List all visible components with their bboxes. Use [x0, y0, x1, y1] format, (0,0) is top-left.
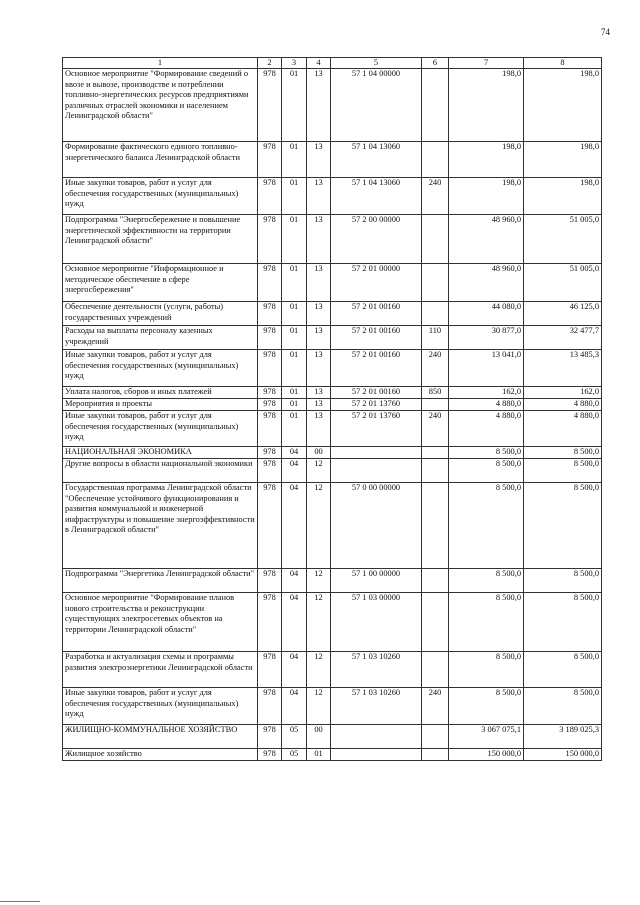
- column-header: 1: [63, 58, 258, 69]
- expense-type-code: [422, 749, 449, 761]
- amount-year2: 8 500,0: [524, 447, 602, 459]
- row-name: Иные закупки товаров, работ и услуг для обеспечения государственных (муниципальных) нужд: [63, 411, 258, 447]
- row-name: Государственная программа Ленинградской области "Обеспечение устойчивого функционирования и развития коммунальной и инженерной инфраструктуры и повышение энергоэффективности в Ленинградской области": [63, 483, 258, 569]
- amount-year1: 3 067 075,1: [449, 725, 524, 749]
- section-code: 01: [282, 178, 307, 215]
- target-article-code: [331, 749, 422, 761]
- subsection-code: 00: [307, 447, 331, 459]
- table-row: [63, 411, 602, 447]
- admin-code: 978: [258, 178, 282, 215]
- table-row: [63, 215, 602, 264]
- row-name: Иные закупки товаров, работ и услуг для обеспечения государственных (муниципальных) нужд: [63, 688, 258, 725]
- column-number-row: [63, 58, 602, 69]
- page-number: 74: [601, 27, 610, 37]
- section-code: 01: [282, 142, 307, 178]
- row-name: НАЦИОНАЛЬНАЯ ЭКОНОМИКА: [63, 447, 258, 459]
- admin-code: 978: [258, 350, 282, 387]
- amount-year1: 150 000,0: [449, 749, 524, 761]
- expense-type-code: [422, 652, 449, 688]
- amount-year1: 8 500,0: [449, 459, 524, 483]
- admin-code: 978: [258, 142, 282, 178]
- amount-year2: 8 500,0: [524, 483, 602, 569]
- row-name: Иные закупки товаров, работ и услуг для обеспечения государственных (муниципальных) нужд: [63, 178, 258, 215]
- target-article-code: 57 1 03 10260: [331, 652, 422, 688]
- amount-year2: 162,0: [524, 387, 602, 399]
- row-name: Основное мероприятие "Формирование планов нового строительства и реконструкции существующих электросетевых объектов на территории Ленинградской области": [63, 593, 258, 652]
- target-article-code: 57 0 00 00000: [331, 483, 422, 569]
- row-name: Иные закупки товаров, работ и услуг для обеспечения государственных (муниципальных) нужд: [63, 350, 258, 387]
- subsection-code: 13: [307, 69, 331, 142]
- table-row: [63, 264, 602, 302]
- row-name: Другие вопросы в области национальной экономики: [63, 459, 258, 483]
- row-name: Формирование фактического единого топливно-энергетического баланса Ленинградской области: [63, 142, 258, 178]
- expense-type-code: [422, 593, 449, 652]
- subsection-code: 13: [307, 399, 331, 411]
- expense-type-code: [422, 69, 449, 142]
- section-code: 01: [282, 326, 307, 350]
- section-code: 01: [282, 302, 307, 326]
- admin-code: 978: [258, 483, 282, 569]
- column-header: 2: [258, 58, 282, 69]
- amount-year1: 8 500,0: [449, 593, 524, 652]
- budget-table: [62, 57, 602, 761]
- amount-year1: 8 500,0: [449, 447, 524, 459]
- section-code: 04: [282, 593, 307, 652]
- table-row: [63, 326, 602, 350]
- target-article-code: 57 2 01 00160: [331, 387, 422, 399]
- column-header: 5: [331, 58, 422, 69]
- table-row: [63, 399, 602, 411]
- expense-type-code: [422, 264, 449, 302]
- section-code: 04: [282, 447, 307, 459]
- row-name: Основное мероприятие "Информационное и методическое обеспечение в сфере энергосбережения": [63, 264, 258, 302]
- amount-year1: 198,0: [449, 142, 524, 178]
- subsection-code: 12: [307, 459, 331, 483]
- subsection-code: 13: [307, 142, 331, 178]
- table-row: [63, 725, 602, 749]
- subsection-code: 13: [307, 215, 331, 264]
- row-name: Мероприятия и проекты: [63, 399, 258, 411]
- target-article-code: 57 2 01 00160: [331, 350, 422, 387]
- table-row: [63, 749, 602, 761]
- subsection-code: 13: [307, 411, 331, 447]
- target-article-code: 57 2 01 00160: [331, 302, 422, 326]
- admin-code: 978: [258, 447, 282, 459]
- section-code: 01: [282, 350, 307, 387]
- amount-year2: 32 477,7: [524, 326, 602, 350]
- amount-year2: 51 005,0: [524, 215, 602, 264]
- subsection-code: 13: [307, 350, 331, 387]
- scan-edge-divider: [0, 901, 40, 902]
- expense-type-code: [422, 725, 449, 749]
- section-code: 01: [282, 69, 307, 142]
- row-name: Расходы на выплаты персоналу казенных учреждений: [63, 326, 258, 350]
- amount-year2: 150 000,0: [524, 749, 602, 761]
- table-row: [63, 593, 602, 652]
- table-row: [63, 69, 602, 142]
- target-article-code: 57 2 01 13760: [331, 411, 422, 447]
- amount-year1: 8 500,0: [449, 483, 524, 569]
- table-row: [63, 483, 602, 569]
- row-name: Обеспечение деятельности (услуги, работы) государственных учреждений: [63, 302, 258, 326]
- table-row: [63, 569, 602, 593]
- admin-code: 978: [258, 725, 282, 749]
- amount-year1: 8 500,0: [449, 652, 524, 688]
- expense-type-code: 110: [422, 326, 449, 350]
- amount-year1: 48 960,0: [449, 215, 524, 264]
- admin-code: 978: [258, 652, 282, 688]
- admin-code: 978: [258, 215, 282, 264]
- target-article-code: 57 2 01 13760: [331, 399, 422, 411]
- amount-year1: 8 500,0: [449, 688, 524, 725]
- admin-code: 978: [258, 326, 282, 350]
- amount-year1: 48 960,0: [449, 264, 524, 302]
- subsection-code: 12: [307, 593, 331, 652]
- admin-code: 978: [258, 593, 282, 652]
- admin-code: 978: [258, 411, 282, 447]
- table-row: [63, 350, 602, 387]
- admin-code: 978: [258, 688, 282, 725]
- section-code: 01: [282, 387, 307, 399]
- admin-code: 978: [258, 302, 282, 326]
- column-header: 4: [307, 58, 331, 69]
- amount-year2: 198,0: [524, 178, 602, 215]
- column-header: 6: [422, 58, 449, 69]
- target-article-code: [331, 725, 422, 749]
- table-row: [63, 142, 602, 178]
- target-article-code: 57 1 03 00000: [331, 593, 422, 652]
- section-code: 05: [282, 725, 307, 749]
- row-name: Жилищное хозяйство: [63, 749, 258, 761]
- admin-code: 978: [258, 69, 282, 142]
- expense-type-code: [422, 302, 449, 326]
- amount-year1: 13 041,0: [449, 350, 524, 387]
- amount-year1: 162,0: [449, 387, 524, 399]
- expense-type-code: 240: [422, 688, 449, 725]
- expense-type-code: 240: [422, 350, 449, 387]
- amount-year2: 51 005,0: [524, 264, 602, 302]
- column-header: 3: [282, 58, 307, 69]
- subsection-code: 00: [307, 725, 331, 749]
- admin-code: 978: [258, 387, 282, 399]
- expense-type-code: [422, 483, 449, 569]
- amount-year2: 4 880,0: [524, 399, 602, 411]
- table-row: [63, 302, 602, 326]
- target-article-code: [331, 447, 422, 459]
- subsection-code: 12: [307, 652, 331, 688]
- section-code: 04: [282, 483, 307, 569]
- section-code: 04: [282, 459, 307, 483]
- admin-code: 978: [258, 399, 282, 411]
- section-code: 01: [282, 411, 307, 447]
- expense-type-code: [422, 447, 449, 459]
- table-row: [63, 447, 602, 459]
- subsection-code: 12: [307, 569, 331, 593]
- subsection-code: 13: [307, 387, 331, 399]
- target-article-code: 57 1 04 13060: [331, 178, 422, 215]
- expense-type-code: 240: [422, 411, 449, 447]
- amount-year2: 8 500,0: [524, 688, 602, 725]
- expense-type-code: [422, 142, 449, 178]
- expense-type-code: [422, 569, 449, 593]
- target-article-code: 57 1 00 00000: [331, 569, 422, 593]
- section-code: 01: [282, 264, 307, 302]
- row-name: Уплата налогов, сборов и иных платежей: [63, 387, 258, 399]
- section-code: 04: [282, 569, 307, 593]
- amount-year2: 13 485,3: [524, 350, 602, 387]
- amount-year1: 198,0: [449, 69, 524, 142]
- target-article-code: 57 2 00 00000: [331, 215, 422, 264]
- subsection-code: 13: [307, 178, 331, 215]
- amount-year1: 4 880,0: [449, 411, 524, 447]
- target-article-code: 57 1 03 10260: [331, 688, 422, 725]
- amount-year2: 46 125,0: [524, 302, 602, 326]
- target-article-code: 57 1 04 13060: [331, 142, 422, 178]
- row-name: ЖИЛИЩНО-КОММУНАЛЬНОЕ ХОЗЯЙСТВО: [63, 725, 258, 749]
- subsection-code: 13: [307, 302, 331, 326]
- admin-code: 978: [258, 459, 282, 483]
- row-name: Подпрограмма "Энергетика Ленинградской области": [63, 569, 258, 593]
- admin-code: 978: [258, 569, 282, 593]
- amount-year1: 30 877,0: [449, 326, 524, 350]
- target-article-code: [331, 459, 422, 483]
- target-article-code: 57 2 01 00000: [331, 264, 422, 302]
- target-article-code: 57 2 01 00160: [331, 326, 422, 350]
- amount-year1: 198,0: [449, 178, 524, 215]
- amount-year2: 8 500,0: [524, 459, 602, 483]
- amount-year2: 198,0: [524, 69, 602, 142]
- subsection-code: 13: [307, 326, 331, 350]
- amount-year2: 8 500,0: [524, 652, 602, 688]
- amount-year2: 198,0: [524, 142, 602, 178]
- amount-year2: 8 500,0: [524, 593, 602, 652]
- section-code: 05: [282, 749, 307, 761]
- admin-code: 978: [258, 264, 282, 302]
- table-row: [63, 459, 602, 483]
- amount-year1: 8 500,0: [449, 569, 524, 593]
- row-name: Основное мероприятие "Формирование сведений о ввозе и вывозе, производстве и потреблении топливно-энергетических ресурсов предприятиями различных отраслей экономики и населением Ленинградской области": [63, 69, 258, 142]
- amount-year1: 4 880,0: [449, 399, 524, 411]
- subsection-code: 01: [307, 749, 331, 761]
- subsection-code: 12: [307, 688, 331, 725]
- amount-year1: 44 080,0: [449, 302, 524, 326]
- table-row: [63, 387, 602, 399]
- amount-year2: 4 880,0: [524, 411, 602, 447]
- expense-type-code: [422, 459, 449, 483]
- table-row: [63, 652, 602, 688]
- expense-type-code: 850: [422, 387, 449, 399]
- subsection-code: 12: [307, 483, 331, 569]
- row-name: Разработка и актуализация схемы и программы развития электроэнергетики Ленинградской области: [63, 652, 258, 688]
- row-name: Подпрограмма "Энергосбережение и повышение энергетической эффективности на территории Ленинградской области": [63, 215, 258, 264]
- expense-type-code: 240: [422, 178, 449, 215]
- admin-code: 978: [258, 749, 282, 761]
- column-header: 7: [449, 58, 524, 69]
- subsection-code: 13: [307, 264, 331, 302]
- section-code: 04: [282, 688, 307, 725]
- table-row: [63, 688, 602, 725]
- section-code: 01: [282, 215, 307, 264]
- target-article-code: 57 1 04 00000: [331, 69, 422, 142]
- expense-type-code: [422, 215, 449, 264]
- expense-type-code: [422, 399, 449, 411]
- amount-year2: 3 189 025,3: [524, 725, 602, 749]
- table-row: [63, 178, 602, 215]
- section-code: 01: [282, 399, 307, 411]
- amount-year2: 8 500,0: [524, 569, 602, 593]
- section-code: 04: [282, 652, 307, 688]
- column-header: 8: [524, 58, 602, 69]
